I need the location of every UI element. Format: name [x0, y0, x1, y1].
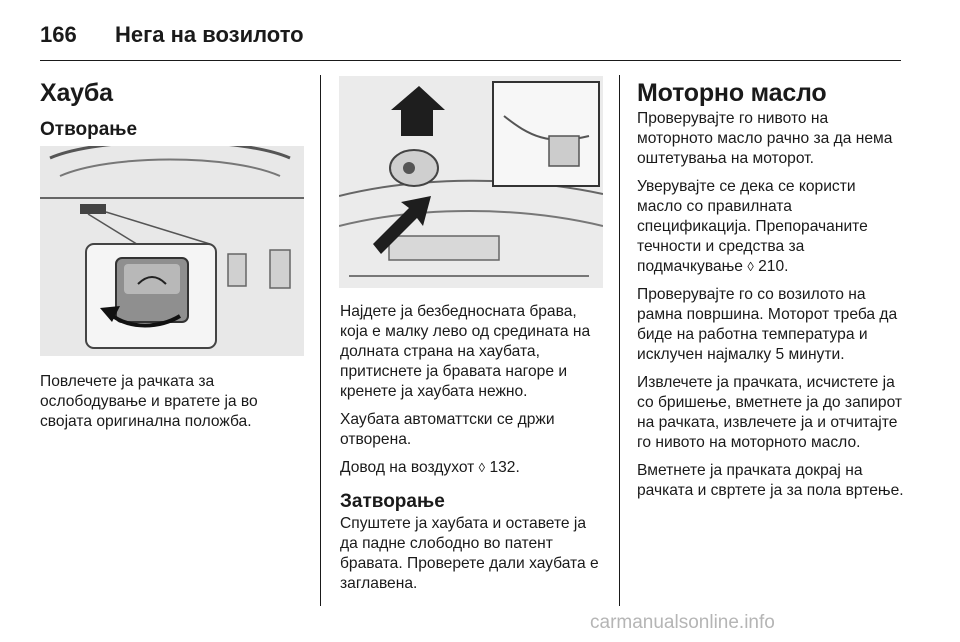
hood-icon — [339, 76, 603, 288]
section-title-hood: Хауба — [40, 79, 113, 107]
page-header — [40, 22, 910, 47]
section-title-engine-oil: Моторно масло — [637, 79, 827, 107]
page-reference-icon: ◊ — [747, 259, 754, 274]
left-column — [40, 75, 305, 142]
paragraph-check-oil: Проверувајте го нивото на моторното масло рачно за да нема оштетувања на моторот. — [637, 110, 893, 167]
air-intake-text: Довод на воздухот — [340, 459, 475, 476]
chapter-title: Нега на возилото — [115, 22, 304, 47]
air-intake-page: 132. — [489, 459, 520, 476]
paragraph-air-intake — [340, 458, 608, 478]
watermark: carmanualsonline.info — [590, 612, 775, 633]
hood-release-lever-illustration — [40, 146, 304, 356]
oil-spec-page: 210. — [758, 258, 789, 275]
column-divider-2 — [619, 75, 620, 606]
subheading-opening: Отворање — [40, 119, 138, 140]
hood-latch-illustration — [339, 76, 603, 288]
page-number: 166 — [40, 22, 77, 47]
column-divider-1 — [320, 75, 321, 606]
paragraph-find-latch: Најдете ја безбедносната брава, која е малку лево од средината на долната страна на хаубата, притиснете ја бравата нагоре и кренете ја хаубата нежно. — [340, 303, 591, 400]
page-reference-icon: ◊ — [478, 460, 486, 475]
paragraph-dipstick-read: Извлечете ја прачката, исчистете ја со бришење, вметнете ја до запирот на рачката, извлечете ја и отчитајте го нивото на моторното масло. — [637, 374, 903, 451]
subheading-closing: Затворање — [340, 491, 445, 512]
lever-icon — [40, 146, 304, 356]
paragraph-level-surface: Проверувајте го со возилото на рамна површина. Моторот треба да биде на работна температура и исклучен најмалку 5 минути. — [637, 286, 898, 363]
middle-column — [340, 302, 608, 594]
oil-spec-text: Уверувајте се дека се користи масло со правилната спецификација. Препорачаните течности и средства за подмачкување — [637, 178, 868, 275]
paragraph-stays-open: Хаубата автоматтски се држи отворена. — [340, 411, 555, 448]
paragraph-close-hood: Спуштете ја хаубата и оставете ја да падне слободно во патент бравата. Проверете дали хаубата е заглавена. — [340, 515, 599, 592]
right-column — [637, 75, 905, 501]
header-rule — [40, 60, 901, 61]
paragraph-release-lever: Повлечете ја рачката за ослободување и вратете ја во својата оригинална положба. — [40, 373, 258, 430]
paragraph-dipstick-insert: Вметнете ја прачката докрај на рачката и свртете ја за пола вртење. — [637, 462, 904, 499]
paragraph-oil-spec — [637, 177, 905, 277]
left-column-text — [40, 372, 310, 432]
